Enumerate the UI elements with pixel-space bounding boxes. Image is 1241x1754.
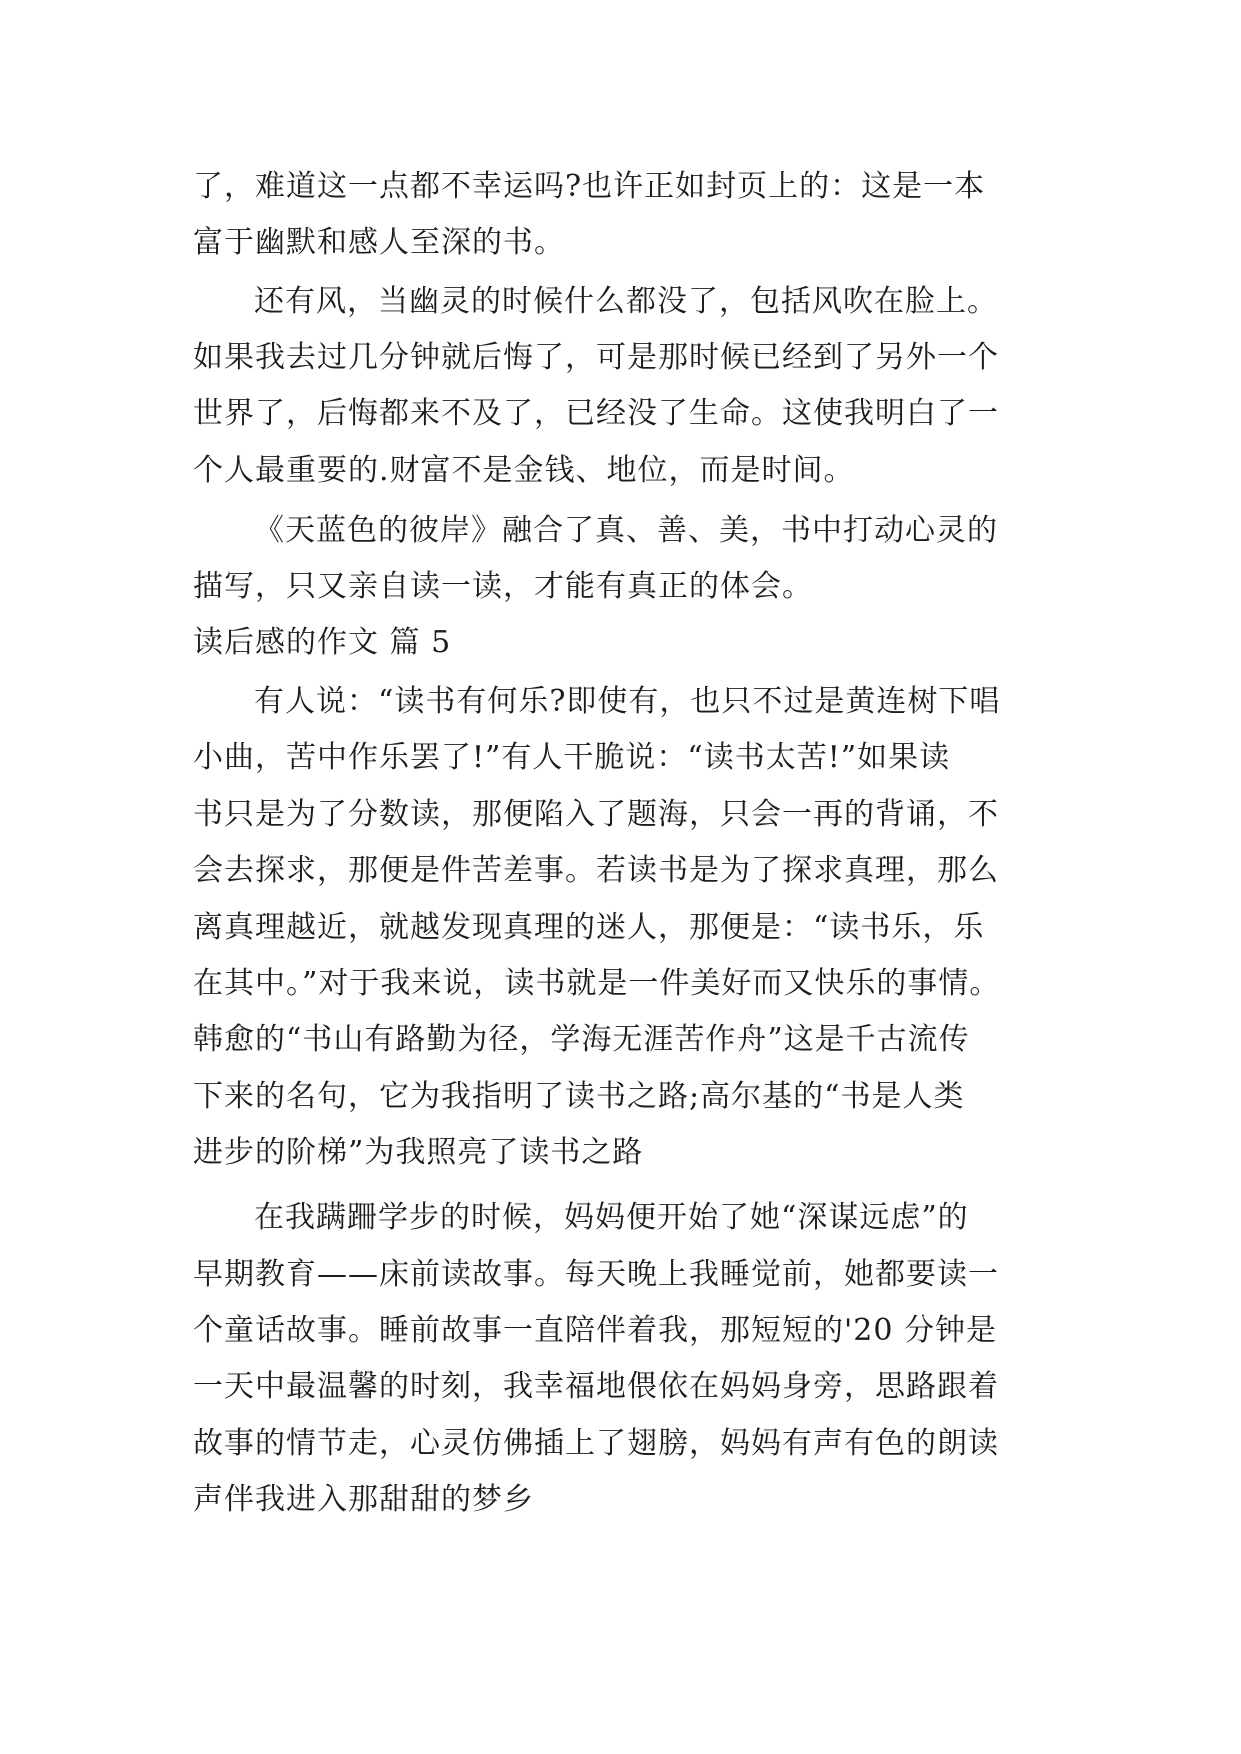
text-line: 早期教育——床前读故事。每天晚上我睡觉前，她都要读一 [193,1257,999,1292]
text-line: 个童话故事。睡前故事一直陪伴着我，那短短的'20 分钟是 [193,1313,997,1348]
text-line: 个人最重要的.财富不是金钱、地位，而是时间。 [193,453,855,488]
paragraph-start-line: 有人说：“读书有何乐?即使有，也只不过是黄连树下唱 [254,684,1001,719]
text-line: 描写，只又亲自读一读，才能有真正的体会。 [193,569,813,604]
text-line: 韩愈的“书山有路勤为径，学海无涯苦作舟”这是千古流传 [193,1022,970,1057]
paragraph-start-line: 《天蓝色的彼岸》融合了真、善、美，书中打动心灵的 [254,513,998,548]
text-line: 离真理越近，就越发现真理的迷人，那便是：“读书乐，乐 [193,910,985,945]
text-line: 一天中最温馨的时刻，我幸福地偎依在妈妈身旁，思路跟着 [193,1369,999,1404]
text-line: 声伴我进入那甜甜的梦乡 [193,1482,534,1517]
text-line: 世界了，后悔都来不及了，已经没了生命。这使我明白了一 [193,396,999,431]
section-heading: 读后感的作文 篇 5 [193,625,452,660]
text-line: 下来的名句，它为我指明了读书之路;高尔基的“书是人类 [193,1079,965,1114]
paragraph-start-line: 在我蹒跚学步的时候，妈妈便开始了她“深谋远虑”的 [254,1200,969,1235]
text-line: 在其中。”对于我来说，读书就是一件美好而又快乐的事情。 [193,966,1001,1001]
paragraph-start-line: 还有风，当幽灵的时候什么都没了，包括风吹在脸上。 [254,284,998,319]
text-line: 书只是为了分数读，那便陷入了题海，只会一再的背诵，不 [193,797,999,832]
text-line: 富于幽默和感人至深的书。 [193,225,565,260]
text-line: 会去探求，那便是件苦差事。若读书是为了探求真理，那么 [193,853,999,888]
text-line: 故事的情节走，心灵仿佛插上了翅膀，妈妈有声有色的朗读 [193,1426,999,1461]
text-line: 了，难道这一点都不幸运吗?也许正如封页上的：这是一本 [193,169,986,204]
text-line: 如果我去过几分钟就后悔了，可是那时候已经到了另外一个 [193,340,999,375]
text-line: 小曲，苦中作乐罢了!”有人干脆说：“读书太苦!”如果读 [193,740,951,775]
text-line: 进步的阶梯”为我照亮了读书之路 [193,1135,644,1170]
